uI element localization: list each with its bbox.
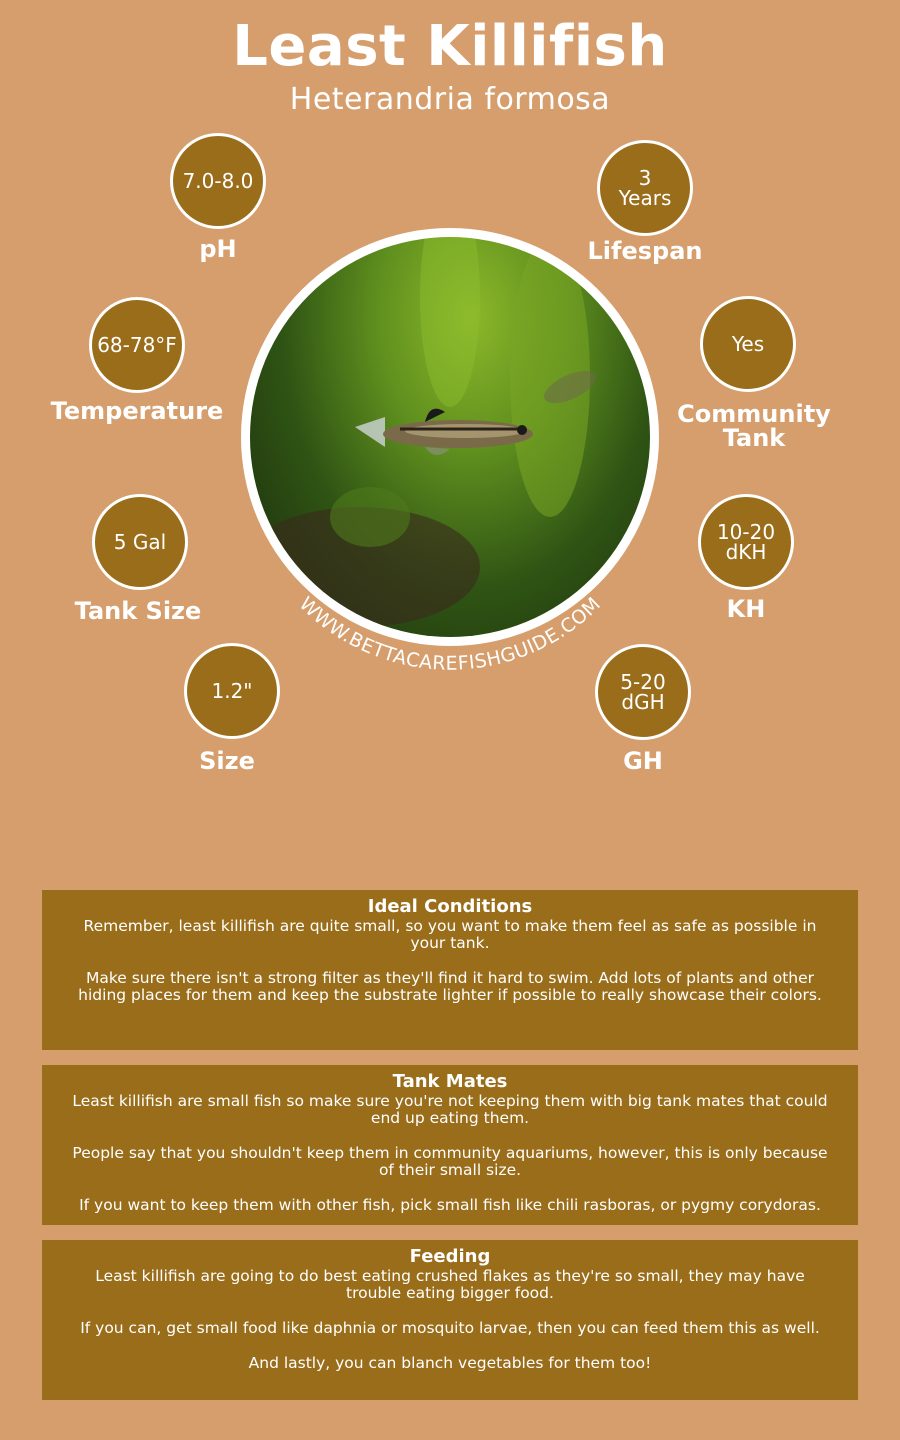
- feeding-panel: [42, 1240, 858, 1400]
- stat-temperature-value: 68-78°F: [89, 297, 185, 393]
- stat-lifespan-label: Lifespan: [587, 237, 703, 265]
- watermark-text: WWW.BETTACAREFISHGUIDE.COM: [294, 592, 606, 675]
- feeding-title: Feeding: [409, 1246, 491, 1267]
- stat-kh-value: 10-20 dKH: [698, 494, 794, 590]
- page-subtitle: Heterandria formosa: [289, 82, 611, 117]
- stat-tank-size-value: 5 Gal: [92, 494, 188, 590]
- tank-mates-panel: [42, 1065, 858, 1225]
- stat-community-tank-label: Community Tank: [677, 400, 831, 452]
- stat-size-label: Size: [199, 747, 255, 775]
- stat-lifespan-value: 3 Years: [597, 140, 693, 236]
- feeding-paragraph: If you can, get small food like daphnia or mosquito larvae, then you can feed them this as well.: [80, 1319, 820, 1337]
- stat-gh-value: 5-20 dGH: [595, 644, 691, 740]
- ideal-conditions-paragraph: Make sure there isn't a strong filter as they'll find it hard to swim. Add lots of plants and other hiding places for them and keep the substrate lighter if possible to really showcase their colors.: [78, 969, 822, 1004]
- ideal-conditions-title: Ideal Conditions: [367, 896, 533, 917]
- stat-ph-label: pH: [199, 235, 237, 263]
- ideal-conditions-paragraph: Remember, least killifish are quite small, so you want to make them feel as safe as possible in your tank.: [83, 917, 817, 952]
- stat-gh-label: GH: [623, 747, 663, 775]
- stat-ph-value: 7.0-8.0: [170, 133, 266, 229]
- tank-mates-title: Tank Mates: [392, 1071, 508, 1092]
- stat-kh-label: KH: [726, 595, 766, 623]
- stat-temperature-label: Temperature: [50, 397, 224, 425]
- feeding-paragraph: And lastly, you can blanch vegetables for them too!: [248, 1354, 652, 1372]
- svg-text:WWW.BETTACAREFISHGUIDE.COM: [295, 593, 605, 675]
- stat-community-tank-value: Yes: [700, 296, 796, 392]
- page-title: Least Killifish: [232, 14, 668, 79]
- stat-size-value: 1.2": [184, 643, 280, 739]
- tank-mates-paragraph: If you want to keep them with other fish, pick small fish like chili rasboras, or pygmy corydoras.: [79, 1196, 821, 1214]
- tank-mates-paragraph: Least killifish are small fish so make sure you're not keeping them with big tank mates that could end up eating them.: [72, 1092, 828, 1127]
- stat-tank-size-label: Tank Size: [74, 597, 202, 625]
- tank-mates-paragraph: People say that you shouldn't keep them in community aquariums, however, this is only because of their small size.: [72, 1144, 828, 1179]
- ideal-conditions-panel: [42, 890, 858, 1050]
- feeding-paragraph: Least killifish are going to do best eating crushed flakes as they're so small, they may have trouble eating bigger food.: [95, 1267, 805, 1302]
